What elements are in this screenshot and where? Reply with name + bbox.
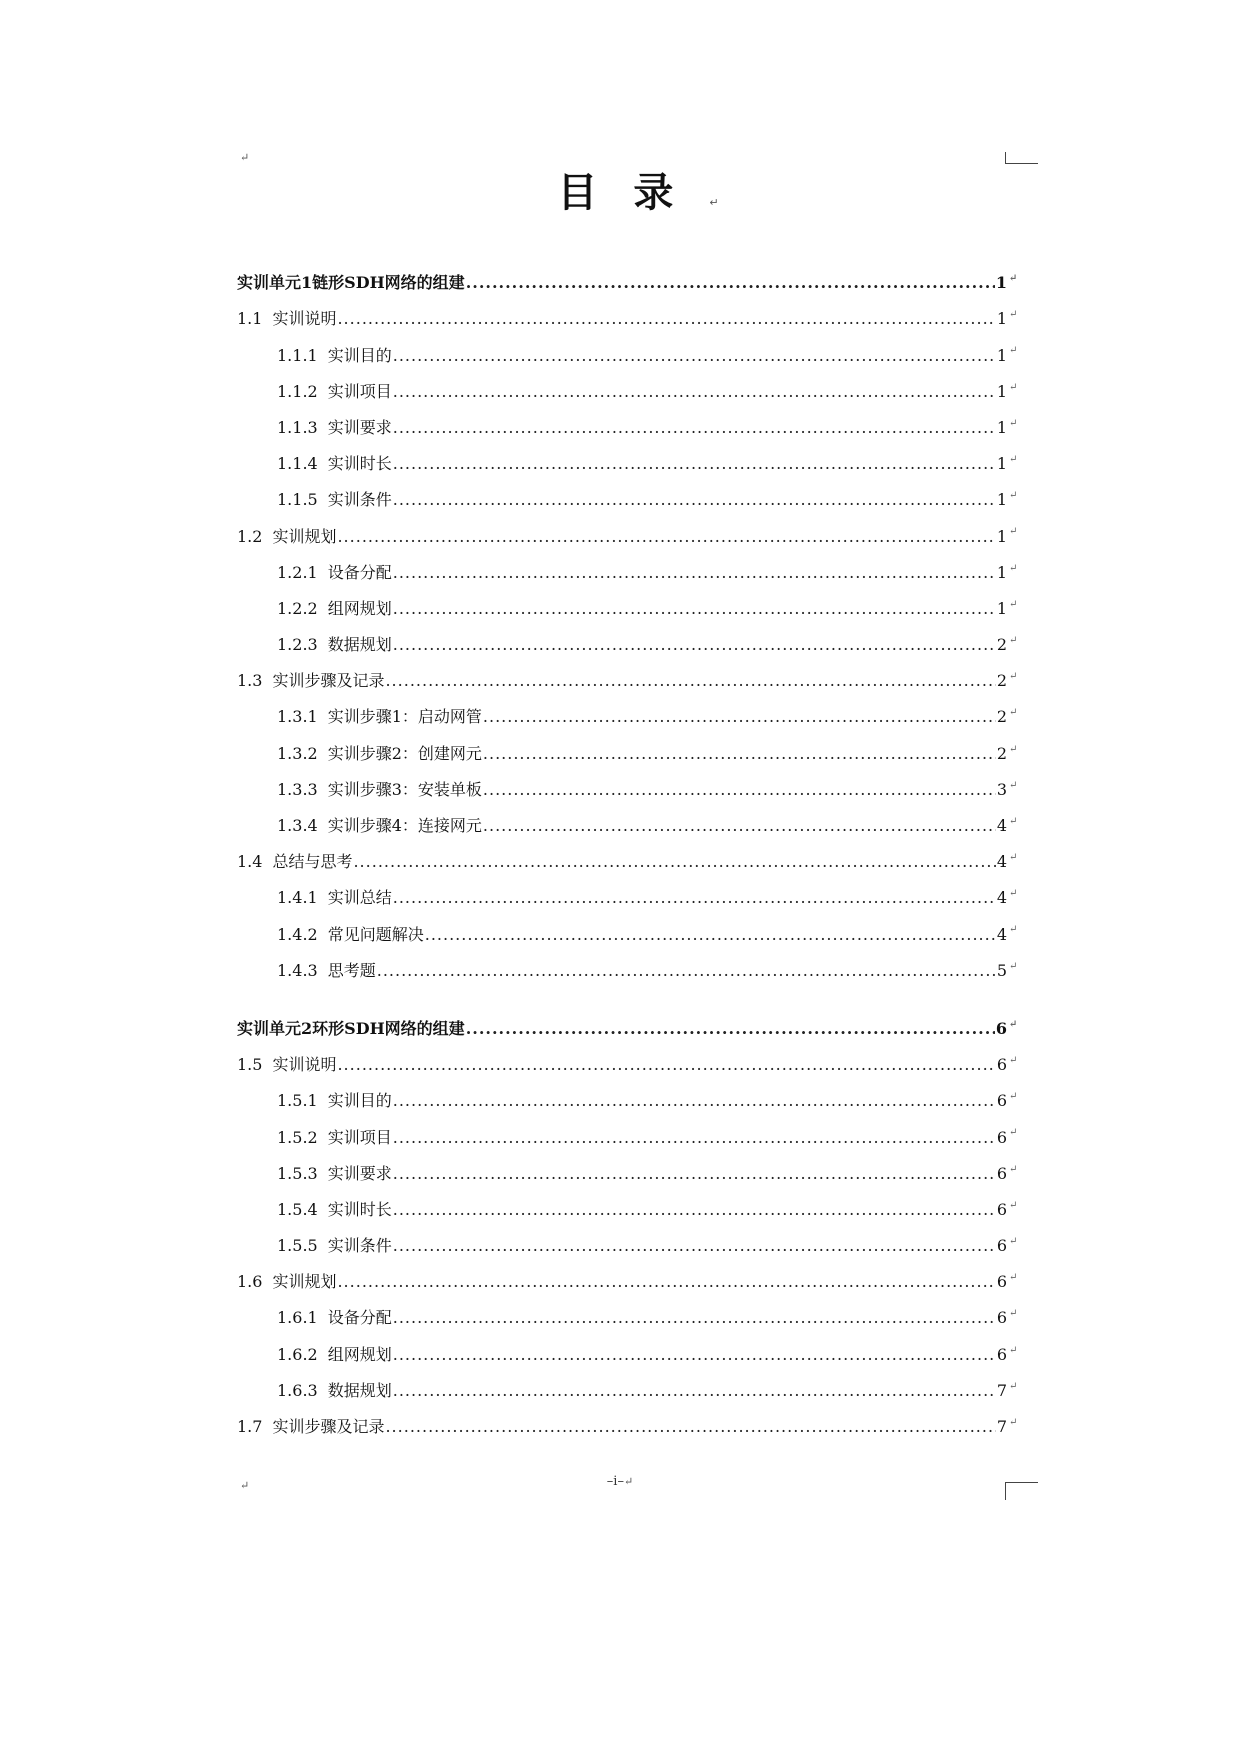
- toc-entry-page: 1: [996, 598, 1007, 618]
- toc-entry-page: 6: [996, 1199, 1007, 1219]
- toc-entry-title: 总结与思考: [272, 852, 353, 872]
- toc-paragraph-mark: ↵: [1009, 309, 1018, 321]
- toc-paragraph-mark: ↵: [1009, 1018, 1018, 1030]
- toc-entry-title: 实训项目: [327, 381, 392, 401]
- toc-paragraph-mark: ↵: [1009, 454, 1018, 466]
- title-paragraph-mark: ↵: [709, 196, 719, 209]
- toc-entry[interactable]: [237, 656, 1017, 692]
- toc-entry-number: 1.6.2: [277, 1344, 318, 1364]
- toc-entry-page: 6: [996, 1236, 1007, 1256]
- toc-entry-page: 6: [996, 1091, 1007, 1111]
- toc-entry[interactable]: [237, 909, 1017, 945]
- toc-entry-page: 1: [996, 345, 1007, 365]
- toc-entry-page: 1: [996, 309, 1007, 329]
- toc-paragraph-mark: ↵: [1009, 852, 1018, 864]
- toc-dot-leader: [393, 417, 996, 439]
- toc-entry-number: 1.3: [237, 671, 263, 691]
- toc-dot-leader: [393, 1344, 996, 1366]
- toc-entry[interactable]: [237, 475, 1017, 511]
- toc-entry-page: 4: [996, 816, 1007, 835]
- toc-entry-title: 实训单元1链形SDH网络的组建: [237, 273, 465, 293]
- toc-entry-page: 2: [996, 743, 1007, 763]
- toc-entry-page: 1: [996, 417, 1007, 437]
- toc-entry-number: 1.1.4: [277, 454, 318, 474]
- toc-paragraph-mark: ↵: [1009, 707, 1018, 719]
- toc-dot-leader: [337, 526, 995, 548]
- toc-entry-number: 1.4.3: [277, 960, 318, 980]
- toc-paragraph-mark: ↵: [1009, 1344, 1018, 1356]
- toc-entry-number: 1.3.2: [277, 743, 318, 763]
- toc-entry[interactable]: [237, 294, 1017, 330]
- toc-entry-number: 1.3.3: [277, 779, 318, 799]
- toc-paragraph-mark: ↵: [1009, 888, 1018, 900]
- toc-entry-title: 实训说明: [272, 1055, 337, 1075]
- corner-crop-mark-top-right: [1005, 152, 1038, 164]
- toc-entry-page: 6: [996, 1055, 1007, 1075]
- title-text: 目录: [557, 170, 710, 216]
- toc-entry[interactable]: [237, 1185, 1017, 1221]
- toc-entry-number: 1.1.1: [277, 345, 318, 365]
- toc-entry[interactable]: [237, 1293, 1017, 1329]
- toc-entry-title: 实训目的: [327, 1091, 392, 1111]
- toc-entry[interactable]: [237, 584, 1017, 620]
- toc-dot-leader: [353, 851, 995, 873]
- toc-entry-page: 6: [995, 1018, 1007, 1038]
- toc-paragraph-mark: ↵: [1009, 671, 1018, 683]
- toc-entry-title: 实训要求: [327, 417, 392, 437]
- toc-entry-number: 1.2: [237, 526, 263, 546]
- toc-entry-title: 数据规划: [327, 1380, 392, 1400]
- toc-entry-title: 实训步骤1：启动网管: [327, 707, 482, 727]
- toc-entry-page: 1: [996, 562, 1007, 582]
- toc-dot-leader: [393, 381, 996, 403]
- toc-entry[interactable]: [237, 620, 1017, 656]
- toc-entry-title: 实训要求: [327, 1163, 392, 1183]
- toc-dot-leader: [385, 670, 995, 692]
- toc-dot-leader: [337, 308, 995, 330]
- toc-paragraph-mark: ↵: [1009, 815, 1018, 827]
- toc-entry-title: 实训说明: [272, 309, 337, 329]
- toc-paragraph-mark: ↵: [1009, 1380, 1018, 1392]
- toc-entry[interactable]: [237, 367, 1017, 403]
- toc-dot-leader: [393, 1235, 996, 1257]
- toc-entry-number: 1.6.3: [277, 1380, 318, 1400]
- toc-paragraph-mark: ↵: [1009, 743, 1018, 755]
- toc-paragraph-mark: ↵: [1009, 1416, 1018, 1428]
- toc-entry[interactable]: [237, 692, 1017, 728]
- toc-dot-leader: [393, 562, 996, 584]
- toc-paragraph-mark: ↵: [1009, 1308, 1018, 1320]
- toc-entry-number: 1.3.1: [277, 707, 318, 727]
- toc-entry[interactable]: [237, 837, 1017, 873]
- toc-entry-title: 实训条件: [327, 490, 392, 510]
- toc-entry[interactable]: [237, 548, 1017, 584]
- toc-dot-leader: [466, 1018, 995, 1040]
- toc-dot-leader: [393, 345, 996, 367]
- toc-entry-number: 1.1.3: [277, 417, 318, 437]
- toc-dot-leader: [483, 779, 996, 801]
- toc-paragraph-mark: ↵: [1009, 526, 1018, 538]
- toc-paragraph-mark: ↵: [1009, 490, 1018, 502]
- toc-entry-page: 1: [996, 381, 1007, 401]
- toc-dot-leader: [337, 1271, 995, 1293]
- toc-paragraph-mark: ↵: [1009, 779, 1018, 791]
- toc-entry[interactable]: [237, 1366, 1017, 1402]
- toc-dot-leader: [377, 960, 996, 982]
- toc-entry-page: 1: [995, 273, 1007, 293]
- toc-dot-leader: [393, 1090, 996, 1112]
- toc-entry-page: 7: [996, 1380, 1007, 1400]
- toc-entry[interactable]: [237, 1149, 1017, 1185]
- toc-dot-leader: [337, 1054, 995, 1076]
- page-footer: [0, 1474, 1240, 1492]
- toc-paragraph-mark: ↵: [1009, 924, 1018, 936]
- toc-entry[interactable]: [237, 765, 1017, 801]
- toc-paragraph-mark: ↵: [1009, 1055, 1018, 1067]
- toc-paragraph-mark: ↵: [1009, 598, 1018, 610]
- toc-entry-title: 设备分配: [327, 562, 392, 582]
- toc-dot-leader: [393, 887, 996, 909]
- toc-entry-number: 1.4.2: [277, 924, 318, 944]
- page-number: –i–: [606, 1474, 624, 1489]
- toc-dot-leader: [393, 1127, 996, 1149]
- toc-dot-leader: [483, 815, 996, 837]
- toc-entry[interactable]: [237, 801, 1017, 837]
- toc-entry-title: 实训步骤3：安装单板: [327, 779, 482, 799]
- toc-paragraph-mark: ↵: [1009, 1235, 1018, 1247]
- toc-entry-page: 3: [996, 779, 1007, 799]
- toc-entry-title: 组网规划: [327, 1344, 392, 1364]
- toc-entry-title: 实训步骤2：创建网元: [327, 743, 482, 763]
- toc-entry-number: 1.5.1: [277, 1091, 318, 1111]
- toc-entry-number: 1.1.5: [277, 490, 318, 510]
- toc-entry-page: 2: [996, 671, 1007, 691]
- toc-paragraph-mark: ↵: [1009, 1091, 1018, 1103]
- toc-entry-page: 1: [996, 490, 1007, 510]
- toc-entry-title: 实训步骤及记录: [272, 1417, 385, 1436]
- toc-dot-leader: [393, 1380, 996, 1402]
- toc-dot-leader: [393, 1307, 996, 1329]
- toc-entry-title: 实训目的: [327, 345, 392, 365]
- paragraph-mark-top: ↵: [240, 151, 250, 164]
- toc-entry-page: 1: [996, 526, 1007, 546]
- toc-paragraph-mark: ↵: [1009, 1199, 1018, 1211]
- toc-entry-title: 实训项目: [327, 1127, 392, 1147]
- toc-dot-leader: [425, 924, 996, 946]
- toc-dot-leader: [393, 1163, 996, 1185]
- toc-paragraph-mark: ↵: [1009, 273, 1018, 285]
- paragraph-mark-bottom: ↵: [240, 1479, 250, 1492]
- toc-entry-number: 1.4: [237, 852, 263, 872]
- toc-entry-page: 7: [996, 1417, 1007, 1436]
- toc-paragraph-mark: ↵: [1009, 1127, 1018, 1139]
- toc-paragraph-mark: ↵: [1009, 960, 1018, 972]
- toc-entry[interactable]: [237, 946, 1017, 982]
- toc-entry-title: 实训规划: [272, 526, 337, 546]
- toc-entry-title: 思考题: [327, 960, 376, 980]
- toc-entry-title: 实训总结: [327, 888, 392, 908]
- toc-entry-page: 2: [996, 635, 1007, 655]
- toc-entry-number: 1.1.2: [277, 381, 318, 401]
- toc-entry-number: 1.6.1: [277, 1308, 318, 1328]
- toc-entry-number: 1.5.5: [277, 1236, 318, 1256]
- toc-dot-leader: [393, 634, 996, 656]
- toc-entry-page: 2: [996, 707, 1007, 727]
- toc-entry-number: 1.1: [237, 309, 263, 329]
- toc-entry-page: 6: [996, 1127, 1007, 1147]
- toc-entry-title: 组网规划: [327, 598, 392, 618]
- toc-entry[interactable]: [237, 1329, 1017, 1365]
- toc-dot-leader: [385, 1416, 995, 1438]
- toc-entry-page: 6: [996, 1344, 1007, 1364]
- page-title: [0, 165, 1240, 221]
- footer-paragraph-mark: ↵: [623, 1475, 634, 1488]
- toc-entry-title: 数据规划: [327, 635, 392, 655]
- toc-entry-page: 4: [996, 888, 1007, 908]
- toc-entry-number: 1.5: [237, 1055, 263, 1075]
- toc-entry-page: 6: [996, 1163, 1007, 1183]
- toc-entry-page: 4: [996, 924, 1007, 944]
- toc-paragraph-mark: ↵: [1009, 1163, 1018, 1175]
- toc-entry-title: 常见问题解决: [327, 924, 424, 944]
- toc-entry-title: 设备分配: [327, 1308, 392, 1328]
- toc-entry-title: 实训条件: [327, 1236, 392, 1256]
- toc-entry[interactable]: [237, 258, 1017, 294]
- toc-entry-page: 1: [996, 454, 1007, 474]
- toc-entry-number: 1.5.3: [277, 1163, 318, 1183]
- toc-dot-leader: [393, 1199, 996, 1221]
- toc-entry-page: 6: [996, 1308, 1007, 1328]
- toc-paragraph-mark: ↵: [1009, 634, 1018, 646]
- toc-entry[interactable]: [237, 1112, 1017, 1148]
- toc-entry-page: 4: [996, 852, 1007, 872]
- toc-entry[interactable]: [237, 439, 1017, 475]
- toc-paragraph-mark: ↵: [1009, 417, 1018, 429]
- toc-entry[interactable]: [237, 873, 1017, 909]
- toc-entry[interactable]: [237, 1040, 1017, 1076]
- toc-entry[interactable]: [237, 1221, 1017, 1257]
- corner-crop-mark-bottom-right: [1005, 1482, 1038, 1500]
- toc-entry-title: 实训时长: [327, 1199, 392, 1219]
- toc-entry[interactable]: [237, 728, 1017, 764]
- toc-dot-leader: [466, 272, 995, 294]
- toc-entry[interactable]: [237, 1004, 1017, 1040]
- toc-paragraph-mark: ↵: [1009, 1272, 1018, 1284]
- toc-dot-leader: [393, 489, 996, 511]
- toc-entry-number: 1.2.2: [277, 598, 318, 618]
- toc-entry-number: 1.5.4: [277, 1199, 318, 1219]
- toc-entry-number: 1.7: [237, 1417, 263, 1436]
- toc-paragraph-mark: ↵: [1009, 562, 1018, 574]
- toc-dot-leader: [483, 706, 996, 728]
- toc-entry[interactable]: [237, 1257, 1017, 1293]
- toc-dot-leader: [393, 598, 996, 620]
- toc-entry-page: 5: [996, 960, 1007, 980]
- toc-entry[interactable]: [237, 511, 1017, 547]
- toc-entry-title: 实训步骤及记录: [272, 671, 385, 691]
- toc-entry-title: 实训步骤4：连接网元: [327, 816, 482, 835]
- toc-entry-number: 1.2.3: [277, 635, 318, 655]
- toc-entry-title: 实训规划: [272, 1272, 337, 1292]
- table-of-contents: [237, 258, 1017, 1438]
- toc-entry-number: 1.3.4: [277, 816, 318, 835]
- toc-entry[interactable]: [237, 403, 1017, 439]
- toc-entry[interactable]: [237, 1076, 1017, 1112]
- toc-paragraph-mark: ↵: [1009, 381, 1018, 393]
- toc-dot-leader: [483, 743, 996, 765]
- toc-entry-number: 1.2.1: [277, 562, 318, 582]
- toc-dot-leader: [393, 453, 996, 475]
- toc-entry[interactable]: [237, 1402, 1017, 1438]
- toc-entry-number: 1.5.2: [277, 1127, 318, 1147]
- toc-entry-number: 1.6: [237, 1272, 263, 1292]
- toc-entry-title: 实训单元2环形SDH网络的组建: [237, 1018, 465, 1038]
- toc-paragraph-mark: ↵: [1009, 345, 1018, 357]
- toc-entry-page: 6: [996, 1272, 1007, 1292]
- toc-entry-title: 实训时长: [327, 454, 392, 474]
- toc-entry[interactable]: [237, 330, 1017, 366]
- toc-entry-number: 1.4.1: [277, 888, 318, 908]
